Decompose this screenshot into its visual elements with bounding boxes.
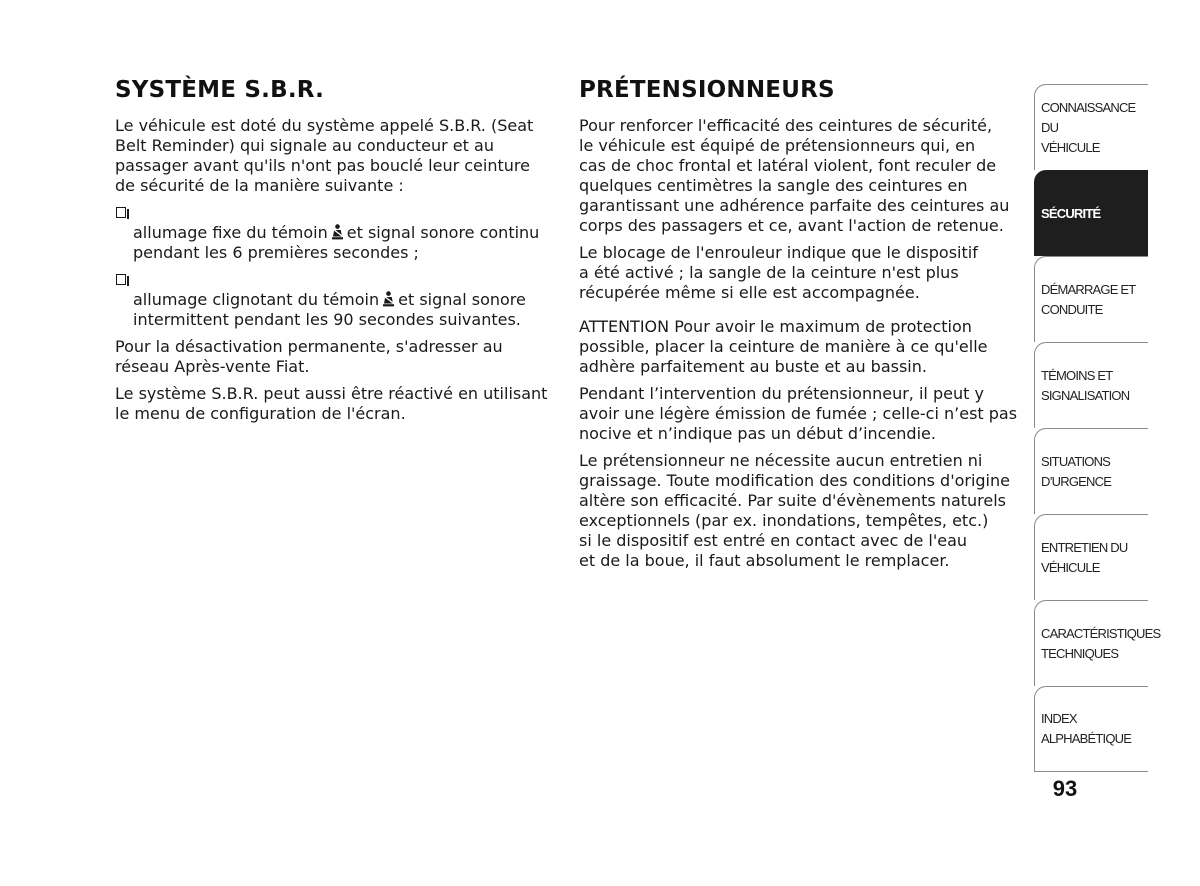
seatbelt-warning-icon	[382, 291, 395, 307]
sbr-bullet-fixed	[115, 203, 555, 263]
tab-situations-urgence[interactable]	[1034, 428, 1148, 514]
sbr-reactivation-text: Le système S.B.R. peut aussi être réactivé en utilisant le menu de configuration de l'écran.	[115, 384, 548, 423]
tab-label: SITUATIONS D’URGENCE	[1041, 453, 1112, 489]
tab-label: CARACTÉRISTIQUES TECHNIQUES	[1041, 625, 1161, 661]
sbr-intro: Le véhicule est doté du système appelé S.B.R. (Seat Belt Reminder) qui signale au conducteur et au passager avant qu'ils n'ont pas bouclé leur ceinture de sécurité de la manière suivante :	[115, 116, 534, 195]
sbr-deactivation-text: Pour la désactivation permanente, s'adresser au réseau Après-vente Fiat.	[115, 337, 503, 376]
tab-entretien-vehicule[interactable]	[1034, 514, 1148, 600]
tab-demarrage-conduite[interactable]	[1034, 256, 1148, 342]
tab-label: TÉMOINS ET SIGNALISATION	[1041, 367, 1130, 403]
sbr-bullet-blinking-text-a: allumage clignotant du témoin	[133, 290, 380, 309]
pretensioners-warning: ATTENTION Pour avoir le maximum de protection possible, placer la ceinture de manière à ce qu'elle adhère parfaitement au buste et au bassin.	[579, 317, 988, 376]
sbr-bullet-fixed-text-a: allumage fixe du témoin	[133, 223, 328, 242]
page-number: 93	[1052, 776, 1078, 801]
tab-label: INDEX ALPHABÉTIQUE	[1041, 711, 1132, 746]
sbr-title: SYSTÈME S.B.R.	[115, 77, 325, 103]
checkbox-bullet-icon	[116, 274, 126, 285]
sbr-bullet-blinking	[115, 270, 555, 330]
tab-connaissance-vehicule[interactable]	[1034, 84, 1148, 170]
tab-temoins-signalisation[interactable]	[1034, 342, 1148, 428]
checkbox-bullet-icon	[116, 207, 126, 218]
sbr-section	[115, 74, 555, 431]
tab-securite[interactable]	[1034, 170, 1148, 256]
tab-label: SÉCURITÉ	[1041, 205, 1101, 221]
pretensioners-title: PRÉTENSIONNEURS	[579, 77, 835, 103]
pretensioners-blocking: Le blocage de l'enrouleur indique que le dispositif a été activé ; la sangle de la ceinture n'est plus récupérée même si elle est accompagnée.	[579, 243, 978, 302]
pretensioners-section	[579, 74, 1019, 578]
tab-label: DÉMARRAGE ET CONDUITE	[1041, 281, 1136, 317]
pretensioners-maintenance: Le prétensionneur ne nécessite aucun entretien ni graissage. Toute modification des conditions d'origine altère son efficacité. Par suite d'évènements naturels exceptionnels (par ex. inondations, tempêtes, etc.) si le dispositif est entré en contact avec de l'eau et de la boue, il faut absolument le remplacer.	[579, 451, 1010, 570]
tab-caracteristiques-techniques[interactable]	[1034, 600, 1161, 686]
sbr-bullet-blinking-text-b: et signal sonore intermittent pendant les 90 secondes suivantes.	[133, 290, 526, 329]
pretensioners-intro: Pour renforcer l'efficacité des ceintures de sécurité, le véhicule est équipé de prétensionneurs qui, en cas de choc frontal et latéral violent, font reculer de quelques centimètres la sangle des ceintures en garantissant une adhérence parfaite des ceintures au corps des passagers et ce, avant l'action de retenue.	[579, 116, 1010, 235]
tab-label: CONNAISSANCE DU VÉHICULE	[1041, 99, 1136, 155]
seatbelt-warning-icon	[331, 224, 344, 240]
pretensioners-smoke: Pendant l’intervention du prétensionneur, il peut y avoir une légère émission de fumée ; celle-ci n’est pas nocive et n’indique pas un début d’incendie.	[579, 384, 1018, 443]
tab-label: ENTRETIEN DU VÉHICULE	[1041, 539, 1128, 575]
tab-index-alphabetique[interactable]	[1034, 686, 1148, 772]
chapter-tabs	[1034, 84, 1161, 772]
sbr-bullet-fixed-text-b: et signal sonore continu pendant les 6 premières secondes ;	[133, 223, 540, 262]
